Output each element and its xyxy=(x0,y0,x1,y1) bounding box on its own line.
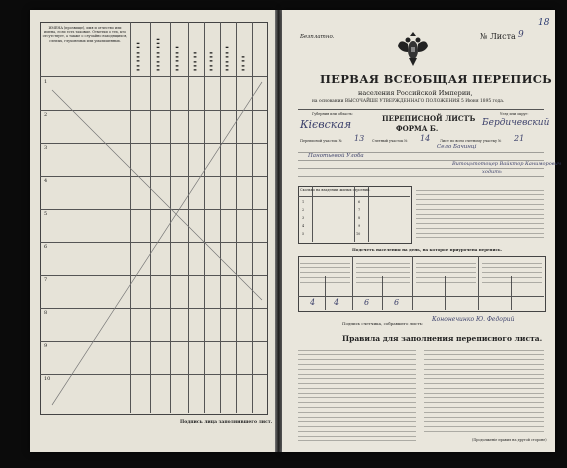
census-subtitle-2: на основании ВЫСОЧАЙШЕ УТВЕРЖДЕННАГО ПОЛОЖЕНИЯ 5 Июня 1895 года. xyxy=(312,99,505,104)
population-value: 6 xyxy=(364,298,370,307)
corner-number: 18 xyxy=(538,18,550,28)
left-footer-signature: Подпись лица заполнившего лист. xyxy=(180,420,273,425)
province-value: Кієвская xyxy=(300,118,352,131)
population-count-title: Подсчетъ населения на день, на которое приурочена перепись. xyxy=(352,247,502,252)
street-value: Панотьевой Улоба xyxy=(308,153,364,159)
rules-column-left xyxy=(298,346,416,444)
list-label: Лист по всем счетному участку № xyxy=(440,139,502,143)
list-value: 21 xyxy=(514,134,525,143)
row-num: 9 xyxy=(44,343,48,349)
row-num: 10 xyxy=(44,376,51,382)
row-num: 8 xyxy=(44,310,48,316)
census-book xyxy=(30,10,561,452)
province-label: Губерния или область: xyxy=(312,112,353,116)
population-value: 4 xyxy=(310,298,316,307)
row-num: 7 xyxy=(44,277,48,283)
book-gutter xyxy=(275,10,282,452)
uezd-label: Уезд или округ: xyxy=(500,112,529,116)
counter-label: Счетный участок № xyxy=(372,139,408,143)
rules-column-right xyxy=(424,346,544,434)
sheet-title: ПЕРЕПИСНОЙ ЛИСТЪ xyxy=(382,114,476,123)
uezd-value: Бердичевский xyxy=(482,118,550,128)
sheet-number-label: № Листа xyxy=(480,32,516,41)
population-value: 4 xyxy=(334,298,340,307)
left-page: ИМЕНА (прозвище), имя и отчество или имена, если есть таковые. Отметки о тех, кто отсутствует, а также о случайно находящихся, слепых, глухонемых или умалишенных. ▬▬ ▬▬▬ ▬▬ ▬▬▬ ▬▬ ▬▬▬ ▬▬ ▬▬▬ ▬ ▬▬▬ ▬▬ ▬▬ ▬▬▬ ▬▬▬ ▬▬ ▬ ▬▬ ▬▬ 1 2 3 4 5 6 7 8 9 10 Подпись лица заполнившего лист. xyxy=(30,10,275,452)
form-instructions-block xyxy=(416,186,544,242)
right-page: Безплатно. № Листа 9 18 ПЕРВАЯ ВСЕОБЩАЯ ПЕРЕПИСЬ населения Российской Империи, на основании ВЫСОЧАЙШЕ УТВЕРЖДЕННАГО ПОЛОЖЕНИЯ 5 Июня 1895 года. Губерния или область: Кієвская Уезд или округ: Бердичевский ПЕРЕПИСНОЙ ЛИСТЪ ФОРМА Б. Переписной участок № 13 Счетный участок № 14 Лист по всем счетному участку № 21 Село Бачинці Панотьевой Улоба Витоцьтотоцер Вайктор Каниморович ходить Сколько на владении жилых строений. 1 2 3 4 5 6 7 8 9 10 Подсчетъ населения на день, на которое приурочена перепись. 4 4 6 6 Подпись счетчика, собравшего листъ: Кононечинко Ю. Федорий Правила для заполнения переписного листа. (Продолженіе правил на другой стороне) xyxy=(282,10,555,452)
free-label: Безплатно. xyxy=(300,34,335,40)
housing-value: ходить xyxy=(482,169,502,175)
row-num: 6 xyxy=(44,244,48,250)
signature-value: Кононечинко Ю. Федорий xyxy=(432,316,515,323)
row-num: 5 xyxy=(44,211,48,217)
double-headed-eagle-emblem xyxy=(397,28,429,70)
rules-title: Правила для заполнения переписного листа. xyxy=(342,334,543,343)
population-value: 6 xyxy=(394,298,400,307)
count-district-value: 13 xyxy=(354,134,365,143)
dwelling-table xyxy=(298,186,412,244)
row-num: 1 xyxy=(44,79,48,85)
count-district-label: Переписной участок № xyxy=(300,139,342,143)
sheet-number-value: 9 xyxy=(518,30,524,40)
dwelling-header: Сколько на владении жилых строений. xyxy=(300,188,371,192)
row-num: 2 xyxy=(44,112,48,118)
location-value: Село Бачинці xyxy=(437,144,477,150)
left-header-text: ИМЕНА (прозвище), имя и отчество или имена, если есть таковые. Отметки о тех, кто отсутствует, а также о случайно находящихся, слепых, глухонемых или умалишенных. xyxy=(42,26,128,43)
cross-out-lines xyxy=(30,10,275,452)
census-title: ПЕРВАЯ ВСЕОБЩАЯ ПЕРЕПИСЬ xyxy=(320,72,552,86)
form-title: ФОРМА Б. xyxy=(396,124,439,133)
row-num: 3 xyxy=(44,145,48,151)
counter-value: 14 xyxy=(420,134,431,143)
rules-footer: (Продолженіе правил на другой стороне) xyxy=(472,438,547,442)
signature-label: Подпись счетчика, собравшего листъ: xyxy=(342,321,424,326)
row-num: 4 xyxy=(44,178,48,184)
owner-value: Витоцьтотоцер Вайктор Каниморович xyxy=(452,161,561,167)
census-subtitle: населения Российской Империи, xyxy=(358,89,473,97)
